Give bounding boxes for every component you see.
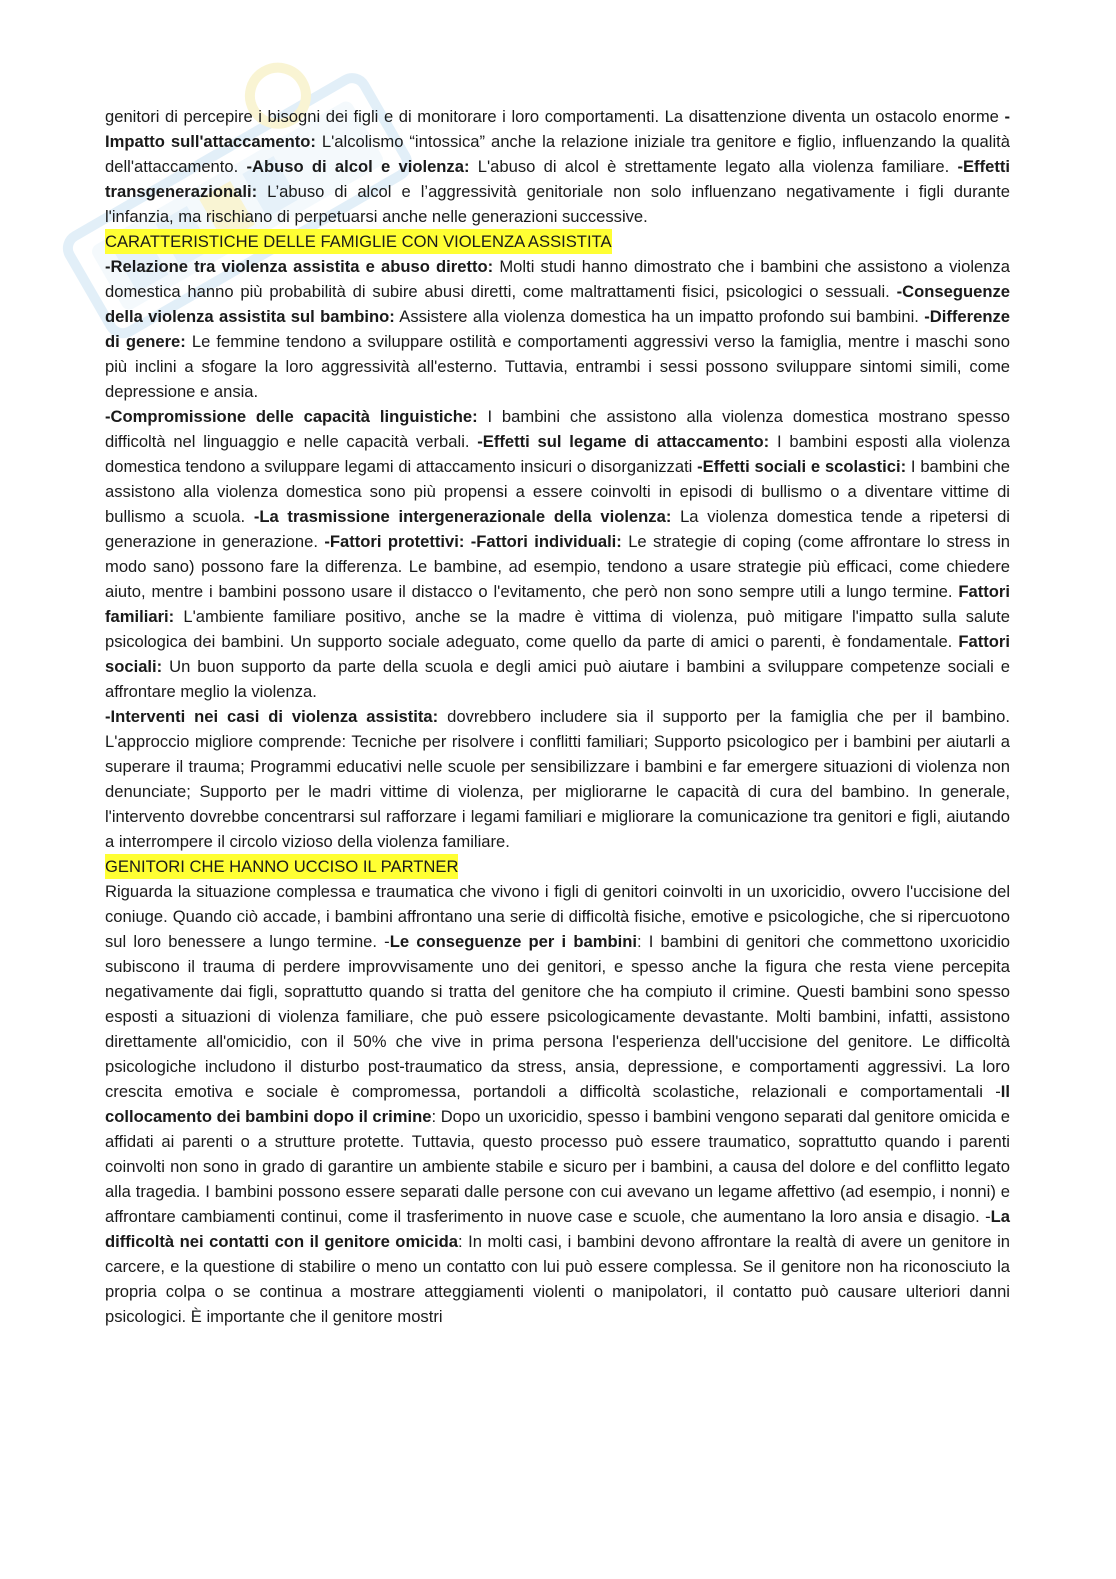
bold-term: -Impatto sull'attaccamento: (105, 107, 1010, 151)
text-run: : In molti casi, i bambini devono affrontare la realtà di avere un genitore in carcere, e la questione di stabilire o meno un contatto con lui può essere complessa. Se il genitore non ha riconosciuto la propria colpa o se continua a mostrare atteggiamenti violenti o manipolatori, il contatto può causare ulteriori danni psicologici. È importante che il genitore mostri (105, 1232, 1010, 1326)
text-run: La violenza domestica tende a ripetersi di generazione in generazione. (105, 507, 1010, 551)
text-run: genitori di percepire i bisogni dei figli e di monitorare i loro comportamenti. La disattenzione diventa un ostacolo enorme (105, 107, 1005, 126)
bold-term: -La trasmissione intergenerazionale della violenza: (253, 507, 672, 526)
section-heading (105, 229, 1010, 254)
text-run: : I bambini di genitori che commettono uxoricidio subiscono il trauma di perdere improvvisamente uno dei genitori, e spesso anche la figura che resta viene percepita negativamente dai figli, soprattutto quando si tratta del genitore che ha compiuto il crimine. Questi bambini sono spesso esposti a situazioni di violenza familiare, che può essere psicologicamente devastante. Molti bambini, infatti, assistono direttamente all'omicidio, con il 50% che vive in prima persona l'esperienza dell'uccisione del genitore. Le difficoltà psicologiche includono il disturbo post-traumatico da stress, ansia, depressione, e comportamenti aggressivi. La loro crescita emotiva e sociale è compromessa, portandoli a difficoltà scolastiche, relazionali e comportamentali - (105, 932, 1010, 1101)
text-run: I bambini esposti alla violenza domestica tendono a sviluppare legami di attaccamento insicuri o disorganizzati (105, 432, 1010, 476)
bold-term: -Differenze di genere: (105, 307, 1010, 351)
bold-term: Il collocamento dei bambini dopo il crimine (105, 1082, 1010, 1126)
document-body (105, 104, 1010, 1329)
text-run: Assistere alla violenza domestica ha un impatto profondo sui bambini. (394, 307, 925, 326)
bold-term: Fattori sociali: (105, 632, 1010, 676)
bold-term: -Abuso di alcol e violenza: (246, 157, 470, 176)
text-run: Le strategie di coping (come affrontare lo stress in modo sano) possono fare la differenza. Le bambine, ad esempio, tendono a usare strategie più efficaci, come chiedere aiuto, mentre i bambini possono usare il distacco o l'evitamento, che però non sono sempre utili a lungo termine. (105, 532, 1010, 601)
text-run: L'ambiente familiare positivo, anche se la madre è vittima di violenza, può mitigare l'impatto sulla salute psicologica dei bambini. Un supporto sociale adeguato, come quello da parte di amici o parenti, è fondamentale. (105, 607, 1010, 651)
bold-term: Le conseguenze per i bambini (389, 932, 637, 951)
bold-term: La difficoltà nei contatti con il genitore omicida (105, 1207, 1010, 1251)
highlighted-heading-text: CARATTERISTICHE DELLE FAMIGLIE CON VIOLENZA ASSISTITA (105, 229, 612, 254)
text-run: dovrebbero includere sia il supporto per la famiglia che per il bambino. L'approccio migliore comprende: Tecniche per risolvere i conflitti familiari; Supporto psicologico per i bambini per aiutarli a superare il trauma; Programmi educativi nelle scuole per sensibilizzare i bambini e far emergere situazioni di violenza non denunciate; Supporto per le madri vittime di violenza, per migliorarne le capacità di cura del bambino. In generale, l'intervento dovrebbe concentrarsi sul rafforzare i legami familiari e migliorare la comunicazione tra genitori e figli, aiutando a interrompere il circolo vizioso della violenza familiare. (105, 707, 1011, 851)
bold-term: Fattori familiari: (105, 582, 1010, 626)
text-run: Un buon supporto da parte della scuola e degli amici può aiutare i bambini a sviluppare competenze sociali e affrontare meglio la violenza. (105, 657, 1010, 701)
paragraph (105, 704, 1010, 854)
bold-term: -Relazione tra violenza assistita e abuso diretto: (105, 257, 494, 276)
text-run: Molti studi hanno dimostrato che i bambini che assistono a violenza domestica hanno più probabilità di subire abusi diretti, come maltrattamenti fisici, psicologici o sessuali. (105, 257, 1010, 301)
paragraph (105, 104, 1010, 229)
text-run: Le femmine tendono a sviluppare ostilità e comportamenti aggressivi verso la famiglia, mentre i maschi sono più inclini a sfogare la loro aggressività all'esterno. Tuttavia, entrambi i sessi possono sviluppare sintomi simili, come depressione e ansia. (105, 332, 1010, 401)
paragraph (105, 879, 1010, 1329)
text-run: L'alcolismo “intossica” anche la relazione iniziale tra genitore e figlio, influenzando la qualità dell'attaccamento. (105, 132, 1010, 176)
bold-term: -Effetti sociali e scolastici: (697, 457, 907, 476)
bold-term: -Fattori protettivi: -Fattori individuali: (324, 532, 622, 551)
bold-term: -Interventi nei casi di violenza assistita: (105, 707, 439, 726)
text-run: : Dopo un uxoricidio, spesso i bambini vengono separati dal genitore omicida e affidati ai parenti o a strutture protette. Tuttavia, questo processo può essere traumatico, soprattutto quando i parenti coinvolti non sono in grado di garantire un ambiente stabile e sicuro per i bambini, a causa del dolore e del conflitto legato alla tragedia. I bambini possono essere separati dalle persone con cui avevano un legame affettivo (ad esempio, i nonni) e affrontare cambiamenti continui, come il trasferimento in nuove case e scuole, che aumentano la loro ansia e disagio. - (105, 1107, 1011, 1226)
bold-term: -Compromissione delle capacità linguistiche: (105, 407, 478, 426)
bold-term: -Conseguenze della violenza assistita sul bambino: (105, 282, 1010, 326)
highlighted-heading-text: GENITORI CHE HANNO UCCISO IL PARTNER (105, 854, 458, 879)
paragraph (105, 254, 1010, 404)
bold-term: -Effetti sul legame di attaccamento: (477, 432, 770, 451)
section-heading (105, 854, 1010, 879)
bold-term: -Effetti transgenerazionali: (105, 157, 1010, 201)
paragraph (105, 404, 1010, 704)
text-run: I bambini che assistono alla violenza domestica sono più propensi a essere coinvolti in episodi di bullismo o a diventare vittime di bullismo a scuola. (105, 457, 1010, 526)
text-run: L'abuso di alcol è strettamente legato alla violenza familiare. (469, 157, 958, 176)
text-run: L’abuso di alcol e l’aggressività genitoriale non solo influenzano negativamente i figli durante l'infanzia, ma rischiano di perpetuarsi anche nelle generazioni successive. (105, 182, 1010, 226)
text-run: I bambini che assistono alla violenza domestica mostrano spesso difficoltà nel linguaggio e nelle capacità verbali. (105, 407, 1010, 451)
text-run: Riguarda la situazione complessa e traumatica che vivono i figli di genitori coinvolti in un uxoricidio, ovvero l'uccisione del coniuge. Quando ciò accade, i bambini affrontano una serie di difficoltà fisiche, emotive e psicologiche, che si ripercuotono sul loro benessere a lungo termine. - (105, 882, 1010, 951)
